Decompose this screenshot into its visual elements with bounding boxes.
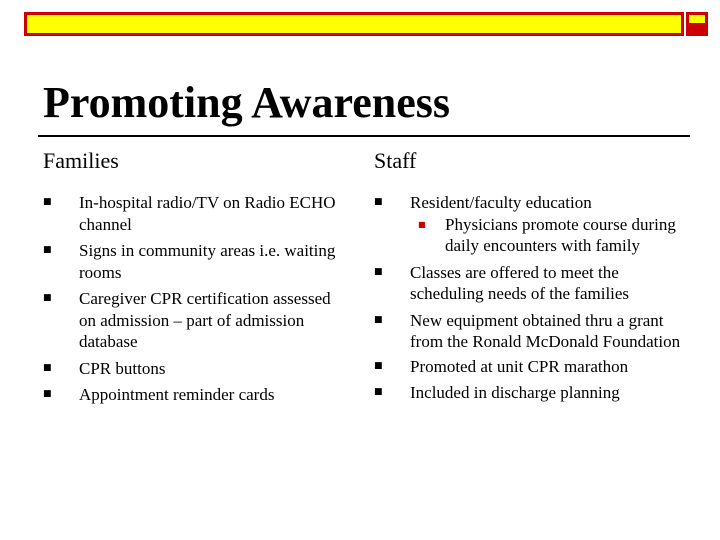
list-item-text: Caregiver CPR certification assessed on admission – part of admission database <box>79 289 331 351</box>
families-list <box>43 192 343 406</box>
square-bullet-icon: ■ <box>374 360 383 371</box>
list-item-text: Appointment reminder cards <box>79 385 275 404</box>
square-bullet-icon: ■ <box>374 197 383 207</box>
list-item-text: Signs in community areas i.e. waiting rooms <box>79 241 336 282</box>
square-bullet-icon: ■ <box>43 197 52 207</box>
list-item-text: Promoted at unit CPR marathon <box>410 356 629 376</box>
list-item-text: New equipment obtained thru a grant from the Ronald McDonald Foundation <box>410 310 681 351</box>
list-item <box>43 240 343 283</box>
list-item <box>374 192 684 257</box>
list-item-text: Included in discharge planning <box>410 383 620 402</box>
list-item <box>43 358 343 380</box>
top-bar-square-lower <box>686 26 708 36</box>
square-bullet-icon: ■ <box>43 245 52 255</box>
sub-list-item <box>410 214 684 257</box>
title-divider <box>38 135 690 137</box>
square-bullet-icon: ■ <box>43 362 52 373</box>
list-item-text: Resident/faculty education <box>410 193 592 212</box>
sub-list <box>410 214 684 257</box>
list-item <box>43 384 343 406</box>
square-bullet-icon: ■ <box>43 389 52 399</box>
staff-heading: Staff <box>374 148 417 173</box>
list-item <box>374 262 684 305</box>
top-bar-yellow <box>24 12 684 36</box>
slide-title: Promoting Awareness <box>43 78 450 127</box>
list-item <box>43 192 343 235</box>
list-item-text: CPR buttons <box>79 358 166 378</box>
families-column <box>43 146 343 411</box>
sub-list-item-text: Physicians promote course during daily encounters with family <box>445 214 676 255</box>
square-bullet-icon: ■ <box>374 387 383 397</box>
square-bullet-icon: ■ <box>418 219 426 229</box>
list-item <box>374 382 684 404</box>
square-bullet-icon: ■ <box>43 293 52 303</box>
staff-column <box>374 146 684 409</box>
list-item <box>43 288 343 353</box>
square-bullet-icon: ■ <box>374 314 383 325</box>
top-bar-square-upper <box>686 12 708 26</box>
families-heading: Families <box>43 148 119 173</box>
list-item-text: In-hospital radio/TV on Radio ECHO channel <box>79 193 336 234</box>
list-item-text: Classes are offered to meet the scheduling needs of the families <box>410 262 630 303</box>
staff-list <box>374 192 684 404</box>
list-item <box>374 356 684 378</box>
square-bullet-icon: ■ <box>374 266 383 277</box>
top-decoration-bar <box>24 12 708 36</box>
list-item <box>374 310 684 353</box>
